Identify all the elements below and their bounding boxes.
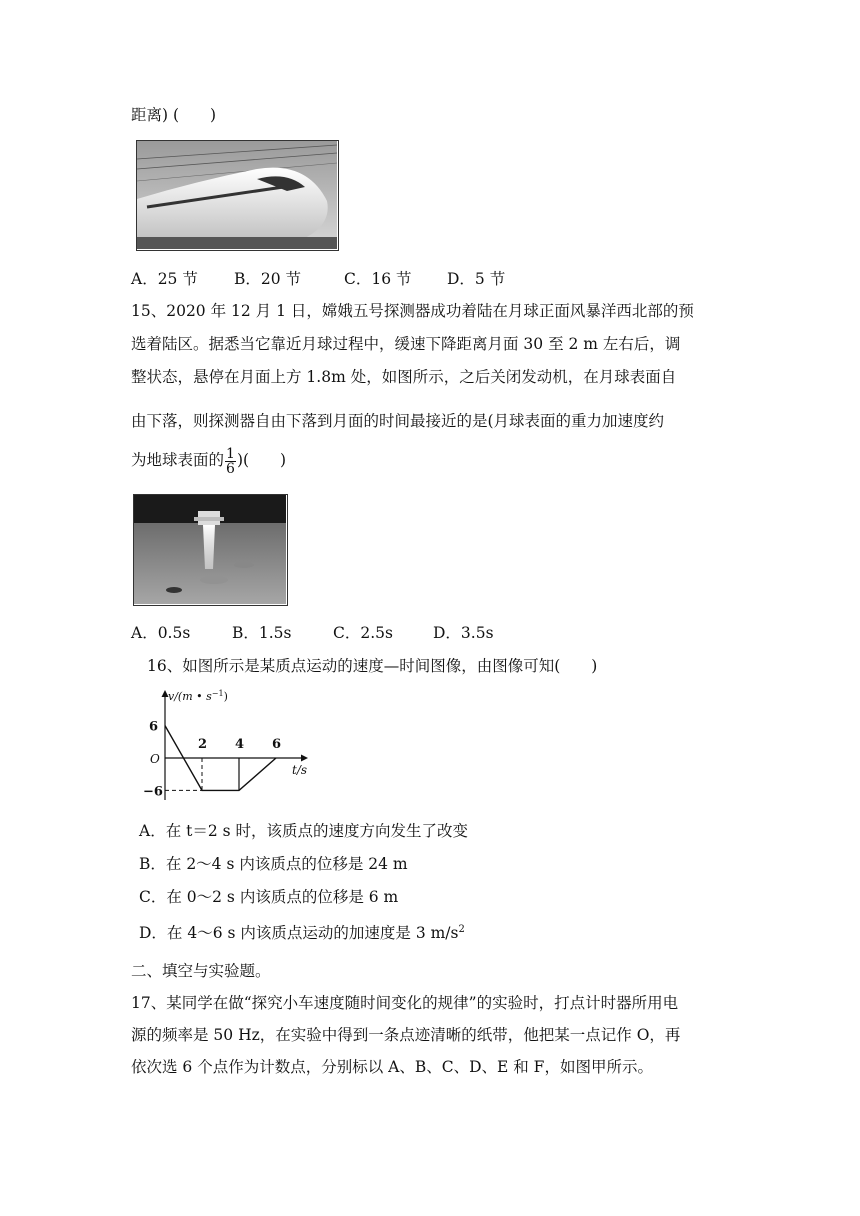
q16-stem: 16、如图所示是某质点运动的速度—时间图像，由图像可知( ): [147, 657, 598, 675]
q16-option-d: [139, 919, 465, 944]
q16-option-b: B．在 2～4 s 内该质点的位移是 24 m: [139, 855, 408, 873]
q17-line-2: 源的频率是 50 Hz，在实验中得到一条点迹清晰的纸带，他把某一点记作 O，再: [131, 1026, 681, 1044]
section-2-heading: 二、填空与实验题。: [131, 962, 271, 980]
q16-option-d-sup: 2: [458, 924, 465, 935]
q16-option-d-text: D．在 4～6 s 内该质点运动的加速度是 3 m/s: [139, 924, 459, 943]
q15-option-a: A．0.5s: [131, 624, 191, 642]
q17-line-3: 依次选 6 个点作为计数点，分别标以 A、B、C、D、E 和 F，如图甲所示。: [131, 1058, 653, 1076]
y-axis-label: [168, 689, 228, 703]
fraction-one-sixth: [225, 447, 236, 476]
q15-line-4: 由下落，则探测器自由下落到月面的时间最接近的是(月球表面的重力加速度约: [131, 412, 665, 430]
y-axis-label-main: v/(m • s: [168, 690, 212, 703]
q15-option-b: B．1.5s: [232, 624, 292, 642]
q15-line-1: 15、2020 年 12 月 1 日，嫦娥五号探测器成功着陆在月球正面风暴洋西北部的预: [131, 302, 694, 320]
q14-option-b: B．20 节: [234, 270, 302, 288]
q15-line-2: 选着陆区。据悉当它靠近月球过程中，缓速下降距离月面 30 至 2 m 左右后，调: [131, 335, 681, 353]
x-tick-label-4: 4: [235, 737, 245, 752]
x-axis-arrow: [301, 755, 308, 762]
fraction-numerator: 1: [226, 445, 235, 462]
origin-label: O: [150, 752, 160, 766]
y-tick-label-neg6: −6: [143, 784, 163, 800]
fraction-denominator: 6: [226, 460, 235, 477]
velocity-time-graph: [140, 686, 330, 806]
q14-option-d: D．5 节: [447, 270, 506, 288]
q15-option-d: D．3.5s: [433, 624, 494, 642]
x-tick-label-6: 6: [272, 737, 282, 752]
y-tick-label-6: 6: [149, 719, 159, 735]
train-photo: [136, 140, 339, 251]
q15-line-5-prefix: 为地球表面的: [131, 451, 225, 469]
q15-line-5-suffix: )( ): [236, 451, 287, 469]
lunar-lander-photo: [133, 494, 288, 606]
x-axis-label: t/s: [292, 763, 308, 777]
question-14-tail: 距离) ( ): [131, 106, 217, 124]
q15-option-c: C．2.5s: [333, 624, 393, 642]
q16-option-c: C．在 0～2 s 内该质点的位移是 6 m: [139, 888, 399, 906]
q15-line-5: [131, 440, 286, 480]
y-axis-label-sup: −1: [211, 689, 224, 698]
graph-marks: [143, 720, 281, 800]
q15-line-3: 整状态，悬停在月面上方 1.8m 处，如图所示，之后关闭发动机，在月球表面自: [131, 368, 677, 386]
q14-option-a: A．25 节: [131, 270, 198, 288]
x-tick-label-2: 2: [198, 737, 208, 752]
q16-option-a: A．在 t＝2 s 时，该质点的速度方向发生了改变: [139, 822, 469, 840]
y-axis-label-end: ): [223, 690, 228, 703]
q17-line-1: 17、某同学在做“探究小车速度随时间变化的规律”的实验时，打点计时器所用电: [131, 994, 679, 1012]
q14-option-c: C．16 节: [344, 270, 412, 288]
